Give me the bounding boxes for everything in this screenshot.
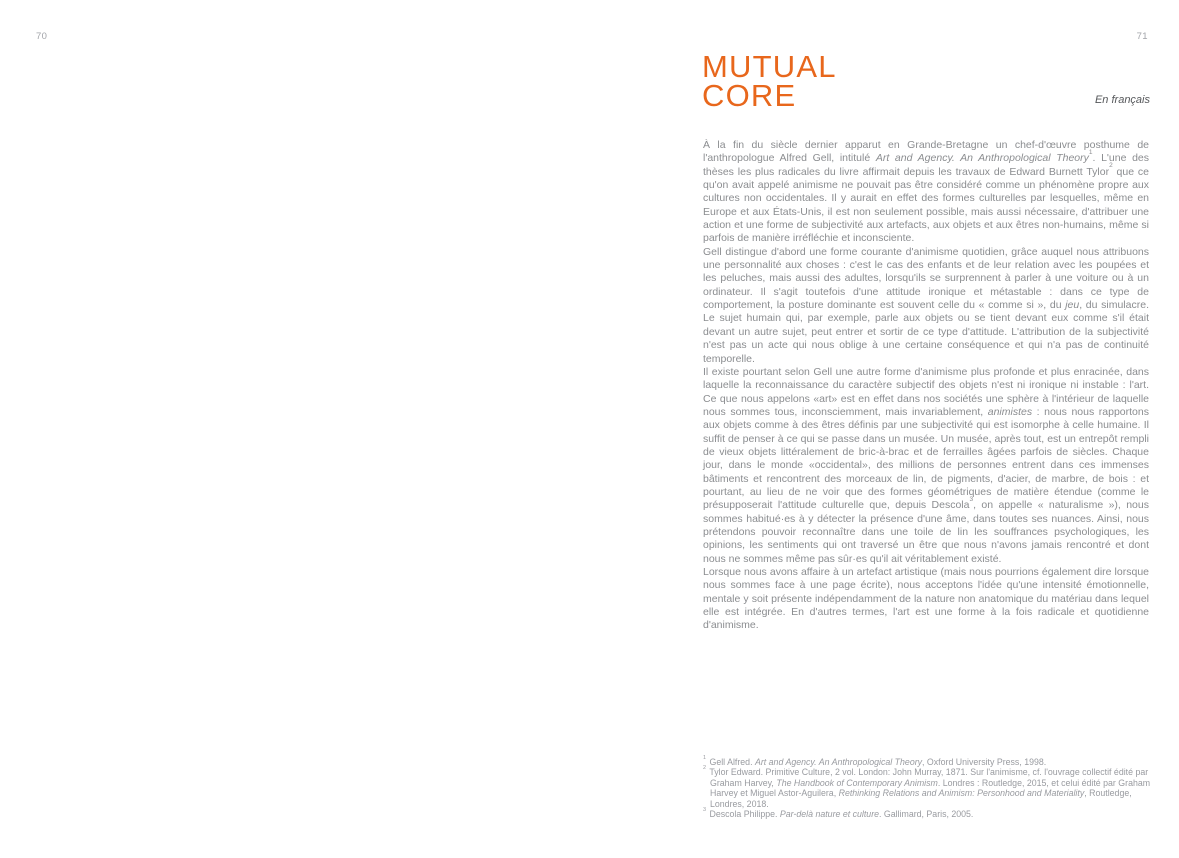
text-segment: . L'une des thèses les plus radicales du livre affirmait depuis les travaux de Edward Burnett Tylor xyxy=(703,152,1150,178)
text-segment: , Routledge, Londres, 2018. xyxy=(710,788,1132,809)
text-segment: Tylor Edward. Primitive Culture, 2 vol. London: John Murray, 1871. Sur l'animisme, cf. l'ouvrage collectif édité par Graham Harvey, xyxy=(709,767,1149,788)
article-title xyxy=(702,49,837,113)
text-segment: , on appelle « naturalisme »), nous sommes habitué·es à y détecter la présence d'une âme, dans toutes ses nuances. Ainsi, nous prétendons pouvoir reconnaître dans une toile de lin les souffrances psychologiques, les opinions, les sentiments qui ont traversé un être que nous n'avons jamais rencontré et dont nous ne sommes même pas sûr·es qu'il ait véritablement existé. xyxy=(703,499,1149,565)
page-number-right: 71 xyxy=(1136,31,1148,42)
text-segment: : nous nous rapportons aux objets comme à des êtres définis par une subjectivité qui est isomorphe à celle humaine. Il suffit de penser à ce qui se passe dans un musée. Un musée, après tout, est un entrepôt rempli de vieux objets littéralement de bric-à-brac et de ferrailles âgées parfois de siècles. Chaque jour, dans le monde «occidental», des millions de personnes entrent dans ces immenses bâtiments et rencontrent des morceaux de lin, de pigments, d'acier, de marbre, de bois : et pourtant, au lieu de ne voir que des formes géométriques de matière étendue (comme le présupposerait l'attitude culturelle que, depuis Descola xyxy=(703,405,1149,512)
language-label: En français xyxy=(1094,94,1150,106)
text-segment: À la fin du siècle dernier apparut en Grande-Bretagne un chef-d'œuvre posthume de l'anthropologue Alfred Gell, intitulé xyxy=(703,139,1149,165)
body-paragraph xyxy=(703,566,1149,633)
text-segment: Il existe pourtant selon Gell une autre forme d'animisme plus profonde et plus enracinée, dans laquelle la reconnaissance du caractère subjectif des objets n'est ni ironique ni instable : l'art. Ce que nous appelons «art» est en effet dans nos sociétés une sphère à l'intérieur de laquelle nous sommes tous, inconsciemment, mais invariablement, xyxy=(703,365,1149,418)
article-title-line2: CORE xyxy=(702,78,797,113)
article-body xyxy=(703,139,1149,633)
text-segment: Descola Philippe. xyxy=(709,809,780,820)
footnote-number: 2 xyxy=(703,765,707,772)
footnote xyxy=(703,767,1155,809)
italic-text: Rethinking Relations and Animism: Personhood and Materiality xyxy=(838,788,1085,799)
text-segment: . Londres : Routledge, 2015, et celui édité par Graham Harvey et Miguel Astor-Aguilera, xyxy=(710,777,1151,799)
italic-text: animistes xyxy=(987,405,1033,418)
article-title-line1: MUTUAL xyxy=(702,49,837,84)
text-segment: , du simulacre. Le sujet humain qui, par exemple, parle aux objets ou se tient devant eux comme s'il était devant un autre sujet, peut entrer et sortir de ce type d'attitude. L'attribution de la subjectivité n'est pas un acte qui nous oblige à une certaine conséquence et qui n'a pas de continuité temporelle. xyxy=(703,299,1149,365)
italic-text: The Handbook of Contemporary Animism xyxy=(776,777,938,788)
footnote-reference: 1 xyxy=(1088,148,1093,156)
body-paragraph xyxy=(703,366,1149,566)
page-number-left: 70 xyxy=(36,31,48,42)
footnotes-block xyxy=(703,754,1155,820)
italic-text: Art and Agency. An Anthropological Theory xyxy=(754,757,923,767)
italic-text: Par-delà nature et culture xyxy=(779,809,880,820)
footnote-reference: 2 xyxy=(1109,162,1113,170)
footnote xyxy=(703,754,1155,767)
italic-text: jeu xyxy=(1065,299,1080,312)
text-segment: Gell distingue d'abord une forme courante d'animisme quotidien, grâce auquel nous attribuons une personnalité aux choses : c'est le cas des enfants et de leur relation avec les poupées et les peluches, mais aussi des adultes, lorsqu'ils se surprennent à parler à une voiture ou à un ordinateur. Il s'agit toutefois d'une attitude ironique et métastable : dans ce type de comportement, la posture dominante est souvent celle du « comme si », du xyxy=(703,245,1149,312)
body-paragraph xyxy=(703,246,1149,366)
text-segment: . Gallimard, Paris, 2005. xyxy=(879,809,974,820)
footnote-number: 3 xyxy=(703,806,707,813)
footnote xyxy=(703,806,1155,820)
italic-text: Art and Agency. An Anthropological Theory xyxy=(875,152,1089,165)
footnote-reference: 3 xyxy=(969,495,974,503)
footnote-number: 1 xyxy=(703,754,707,761)
text-segment: que ce qu'on avait appelé animisme ne pouvait pas être considéré comme un phénomène propre aux cultures non occidentales. Il y aurait en effet des formes culturelles par lesquelles, même en Europe et aux États-Unis, il est non seulement possible, mais aussi nécessaire, d'attribuer une action et une forme de subjectivité aux artefacts, aux objets et aux êtres non-humains, même si parfois de manière irréfléchie et inconsciente. xyxy=(703,165,1149,245)
text-segment: Lorsque nous avons affaire à un artefact artistique (mais nous pourrions également dire lorsque nous sommes face à une page écrite), nous acceptons l'idée qu'une intensité émotionnelle, mentale y soit présente indépendamment de la nature non anatomique du matériau dans lequel elle est intégrée. En d'autres termes, l'art est une forme à la fois radicale et quotidienne d'animisme. xyxy=(703,566,1149,632)
body-paragraph xyxy=(703,139,1149,246)
text-segment: Gell Alfred. xyxy=(709,757,755,767)
text-segment: , Oxford University Press, 1998. xyxy=(922,757,1047,767)
